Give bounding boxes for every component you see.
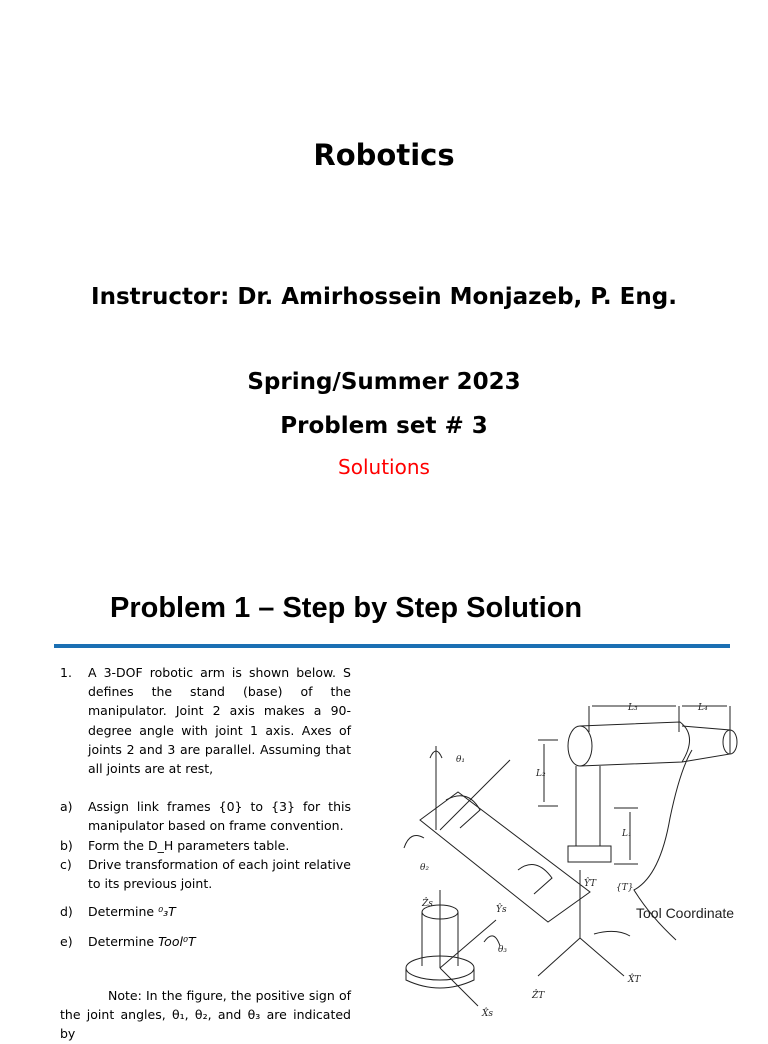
task-d (88, 902, 351, 921)
label-l2: L₂ (536, 769, 546, 779)
column-base (568, 846, 611, 862)
upper-link-end (568, 726, 592, 766)
axis-xt (580, 938, 624, 976)
problem-text: A 3-DOF robotic arm is shown below. S defines the stand (base) of the manipulator. Joint 2 axis makes a 90-degree angle with joint 1 axis. Axes of joints 2 and 3 are parallel. Assuming that all joints are at rest, (88, 665, 351, 777)
heading-divider (54, 644, 730, 648)
task-d-text: Determine (88, 904, 155, 919)
label-tool-coordinate: Tool Coordinate (636, 905, 735, 921)
label-theta3: θ₃ (498, 945, 508, 955)
label-theta2: θ₂ (420, 863, 430, 873)
label-ys: Ŷs (496, 905, 507, 915)
lower-link-end (446, 796, 480, 828)
lower-link (420, 792, 590, 922)
label-theta1: θ₁ (456, 755, 466, 765)
task-label: e) (60, 934, 73, 949)
task-a-text: Assign link frames {0} to {3} for this manipulator based on frame convention. (88, 799, 351, 834)
instructor-line: Instructor: Dr. Amirhossein Monjazeb, P. Eng. (91, 284, 677, 310)
task-d-math: ⁰₃T (158, 904, 176, 919)
label-xt: X̂T (628, 975, 641, 985)
task-label: b) (60, 838, 73, 853)
theta2-arc (404, 836, 424, 848)
task-b-text: Form the D_H parameters table. (88, 838, 290, 853)
axis-xs (440, 968, 478, 1006)
task-e (88, 932, 351, 951)
label-t-frame: {T} (616, 883, 634, 893)
term-line: Spring/Summer 2023 (247, 369, 521, 395)
task-label: a) (60, 799, 73, 814)
lower-link-joint (518, 865, 552, 894)
problem-number: 1. (60, 665, 72, 680)
label-yt: ŶT (584, 879, 596, 889)
task-e-text: Determine (88, 934, 155, 949)
label-l3: L₃ (628, 703, 638, 713)
label-xs: X̂s (482, 1009, 494, 1019)
solutions-label: Solutions (338, 455, 430, 479)
task-label: c) (60, 857, 72, 872)
label-zs: Ẑs (422, 899, 433, 909)
robot-arm-figure (380, 680, 768, 1024)
course-title: Robotics (313, 138, 455, 172)
task-label: d) (60, 904, 73, 919)
problem-heading: Problem 1 – Step by Step Solution (110, 592, 583, 624)
label-l4: L₄ (698, 703, 708, 713)
problem-set-line: Problem set # 3 (280, 413, 488, 439)
task-c-text: Drive transformation of each joint relative to its previous joint. (88, 857, 351, 892)
note-text: Note: In the figure, the positive sign of the joint angles, θ₁, θ₂, and θ₃ are indicated by (60, 988, 351, 1042)
axis-zt (538, 938, 580, 976)
task-e-math: Tool⁰T (158, 934, 196, 949)
label-zt: ẐT (532, 991, 545, 1001)
label-l1: L₁ (622, 829, 632, 839)
upper-link (580, 722, 690, 766)
base-plate (406, 968, 474, 988)
